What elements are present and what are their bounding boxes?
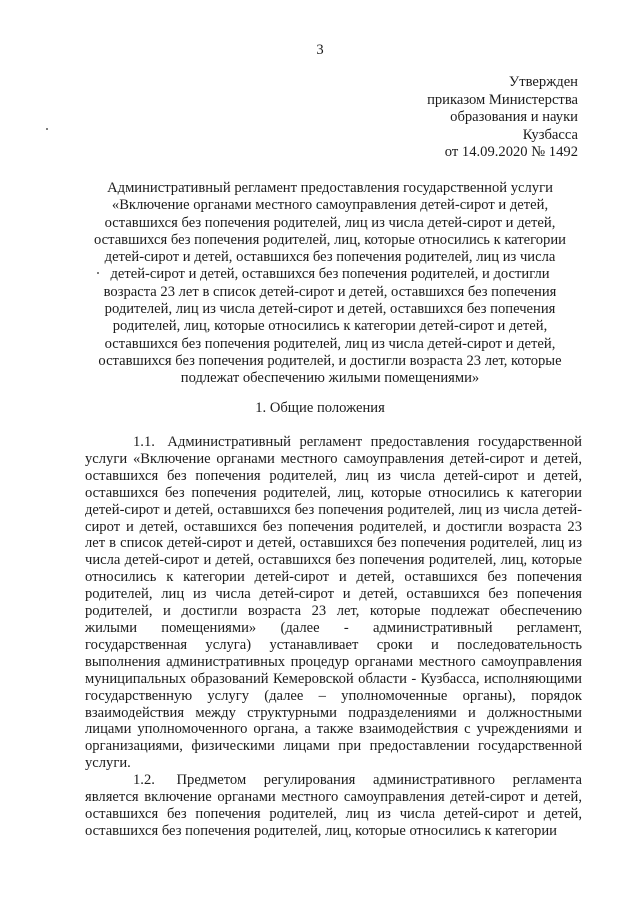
approval-line: Утвержден [508, 74, 578, 90]
document-body [85, 434, 582, 840]
page-number: 3 [316, 42, 324, 58]
approval-block [318, 74, 578, 162]
paragraph-number: 1.2. [133, 772, 155, 789]
paragraph-text: Предметом регулирования административного регламента является включение органами местного самоуправления детей-сирот и детей, оставшихся без попечения родителей, лиц из числа детей-сирот и детей, оставшихся без попечения родителей, лиц, которые относились к категории [85, 772, 582, 839]
paragraph [85, 434, 582, 772]
approval-line: приказом Министерства [427, 91, 578, 108]
paragraph-text: Административный регламент предоставления государственной услуги «Включение органами местного самоуправления детей-сирот и детей, оставшихся без попечения родителей, лиц из числа детей-сирот и детей, оставшихся без попечения родителей, лиц, которые относились к категории детей-сирот и детей, оставшихся без попечения родителей, лиц из числа детей-сирот и детей, оставшихся без попечения родителей, и достигли возраста 23 лет в список детей-сирот и детей, оставшихся без попечения родителей, лиц из числа детей-сирот и детей, оставшихся без попечения родителей, лиц, которые относились к категории детей-сирот и детей, оставшихся без попечения родителей, лиц из числа детей-сирот и детей, оставшихся без попечения родителей, и достигли возраста 23 лет, которые подлежат обеспечению жилыми помещениями» (далее - административный регламент, государственная услуга) устанавливает сроки и последовательность выполнения административных процедур органами местного самоуправления муниципальных образований Кемеровской области - Кузбасса, исполняющими государственную услугу (далее – уполномоченные органы), порядок взаимодействия между структурными подразделениями и должностными лицами уполномоченного органа, а также взаимодействия с учреждениями и организациями, физическими лицами при предоставлении государственной услуги. [85, 434, 582, 772]
document-title: Административный регламент предоставления государственной услуги «Включение органами местного самоуправления детей-сирот и детей, оставшихся без попечения родителей, лиц из числа детей-сирот и детей, оставшихся без попечения родителей, лиц, которые относились к категории детей-сирот и детей, оставшихся без попечения родителей, лиц из числа детей-сирот и детей, оставшихся без попечения родителей, и достигли возраста 23 лет в список детей-сирот и детей, оставшихся без попечения родителей, лиц из числа детей-сирот и детей, оставшихся без попечения родителей, лиц, которые относились к категории детей-сирот и детей, оставшихся без попечения родителей, лиц из числа детей-сирот и детей, оставшихся без попечения родителей, и достигли возраста 23 лет, которые подлежат обеспечению жилыми помещениями» [94, 180, 566, 387]
paragraph-number: 1.1. [133, 434, 155, 450]
approval-line: Кузбасса [522, 126, 578, 143]
paragraph [85, 772, 582, 840]
approval-line: образования и науки [450, 109, 578, 126]
scan-speck [46, 128, 48, 130]
section-heading: 1. Общие положения [255, 400, 385, 416]
approval-date-line: от 14.09.2020 № 1492 [444, 144, 578, 161]
